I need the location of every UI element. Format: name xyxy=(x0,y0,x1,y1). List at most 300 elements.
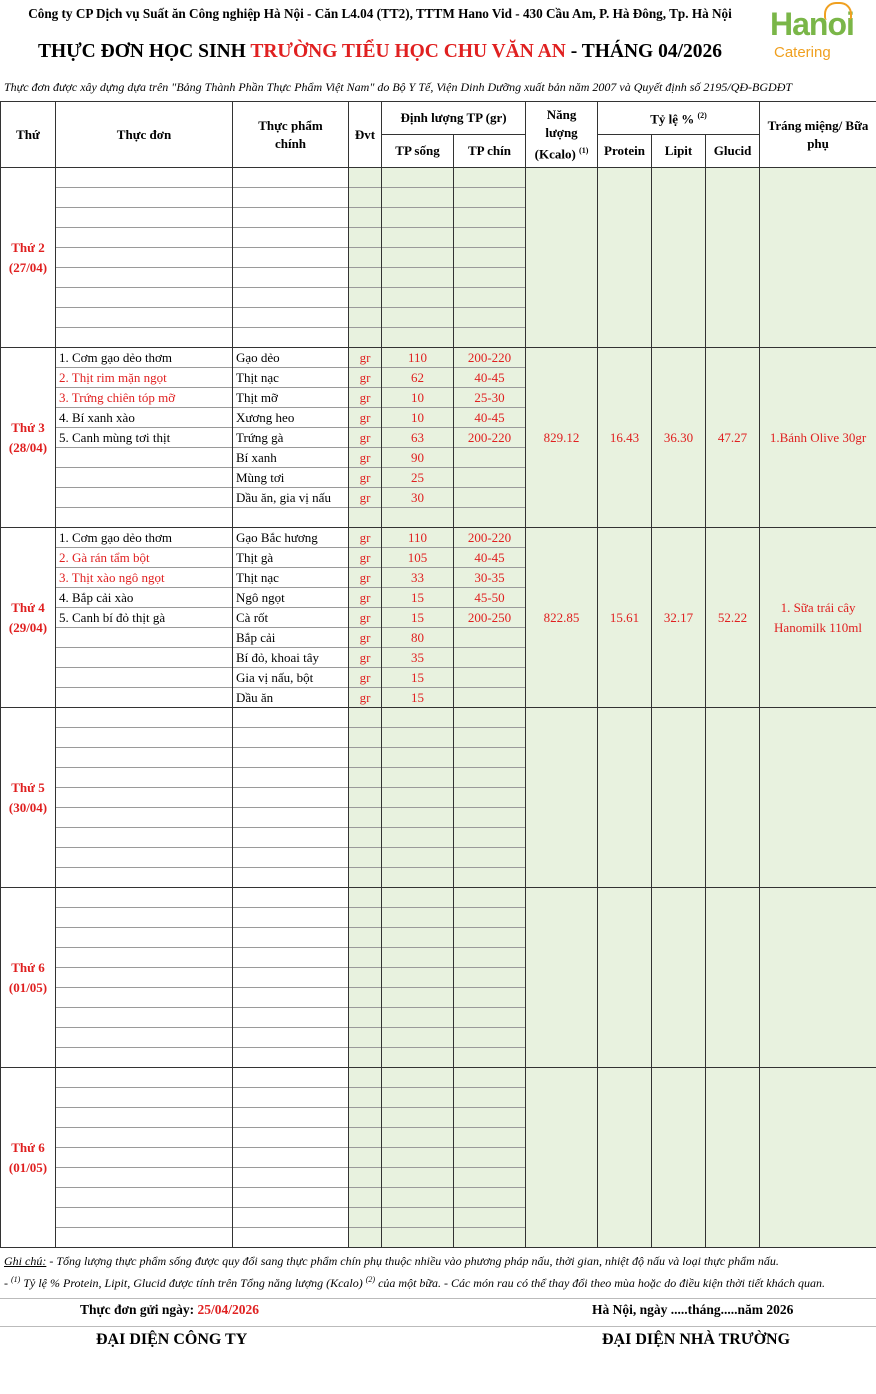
ingredient-raw: 15 xyxy=(382,588,453,608)
ingredient-unit: gr xyxy=(349,428,381,448)
ingredient-name xyxy=(233,188,348,208)
ingredient-name xyxy=(233,708,348,728)
menu-body xyxy=(1,168,876,1248)
col-tp-song: TP sống xyxy=(382,135,454,168)
ingredient-raw xyxy=(382,908,453,928)
ingredient-raw xyxy=(382,788,453,808)
place-date: Hà Nội, ngày .....tháng.....năm 2026 xyxy=(592,1302,794,1317)
ingredient-cell xyxy=(233,348,349,528)
ingredient-cooked xyxy=(454,1148,525,1168)
day-name: Thứ 2 xyxy=(11,239,45,255)
lipit-value xyxy=(652,1068,706,1248)
dish-item xyxy=(56,888,232,908)
ingredient-unit xyxy=(349,1228,381,1247)
ingredient-name: Gia vị nấu, bột xyxy=(233,668,348,688)
ingredient-cooked xyxy=(454,1068,525,1088)
ingredient-raw xyxy=(382,188,453,208)
unit-cell xyxy=(349,528,382,708)
ingredient-cooked xyxy=(454,468,525,488)
day-date: (30/04) xyxy=(8,799,48,815)
ingredient-name xyxy=(233,228,348,248)
dish-item xyxy=(56,808,232,828)
ingredient-cooked: 200-250 xyxy=(454,608,525,628)
ingredient-unit xyxy=(349,1048,381,1067)
ingredient-unit xyxy=(349,308,381,328)
ingredient-raw xyxy=(382,208,453,228)
ingredient-raw: 110 xyxy=(382,348,453,368)
ingredient-name xyxy=(233,768,348,788)
ingredient-unit xyxy=(349,1208,381,1228)
col-glucid: Glucid xyxy=(706,135,760,168)
day-block xyxy=(1,348,876,528)
ingredient-unit xyxy=(349,988,381,1008)
ingredient-raw: 105 xyxy=(382,548,453,568)
ingredient-unit xyxy=(349,708,381,728)
title-prefix: THỰC ĐƠN HỌC SINH xyxy=(37,41,251,62)
ingredient-cooked xyxy=(454,708,525,728)
ingredient-unit: gr xyxy=(349,348,381,368)
lipit-value xyxy=(652,708,706,888)
dish-item xyxy=(56,1028,232,1048)
ingredient-unit xyxy=(349,288,381,308)
dish-item xyxy=(56,688,232,707)
ingredient-name: Cà rốt xyxy=(233,608,348,628)
ingredient-raw xyxy=(382,268,453,288)
day-block xyxy=(1,708,876,888)
unit-cell xyxy=(349,168,382,348)
ingredient-cooked: 40-45 xyxy=(454,368,525,388)
ingredient-raw xyxy=(382,808,453,828)
dish-cell xyxy=(56,708,233,888)
ingredient-name xyxy=(233,1128,348,1148)
raw-cell xyxy=(382,168,454,348)
footnote-1 xyxy=(4,1254,876,1269)
dish-item: 4. Bí xanh xào xyxy=(56,408,232,428)
ingredient-unit xyxy=(349,928,381,948)
ingredient-cooked xyxy=(454,488,525,508)
day-label-cell xyxy=(1,708,56,888)
glucid-value xyxy=(706,708,760,888)
ingredient-raw: 15 xyxy=(411,690,424,705)
ingredient-name xyxy=(233,988,348,1008)
ingredient-unit xyxy=(349,1148,381,1168)
col-nang-luong xyxy=(526,102,598,168)
ingredient-cell xyxy=(233,528,349,708)
dish-cell xyxy=(56,528,233,708)
dessert-value xyxy=(760,708,876,888)
ingredient-cooked xyxy=(454,848,525,868)
ingredient-cooked xyxy=(454,888,525,908)
ingredient-name: Gạo dẻo xyxy=(233,348,348,368)
ingredient-raw xyxy=(382,248,453,268)
ingredient-raw xyxy=(382,288,453,308)
day-date: (01/05) xyxy=(8,979,48,995)
ingredient-name: Dầu ăn, gia vị nấu xyxy=(233,488,348,508)
ingredient-raw: 35 xyxy=(382,648,453,668)
ingredient-unit: gr xyxy=(349,588,381,608)
ingredient-cell xyxy=(233,1068,349,1248)
dish-item xyxy=(56,1148,232,1168)
sign-company: ĐẠI DIỆN CÔNG TY xyxy=(96,1331,248,1348)
ingredient-raw: 30 xyxy=(382,488,453,508)
ingredient-cooked xyxy=(454,1188,525,1208)
ingredient-cooked xyxy=(454,188,525,208)
ingredient-unit xyxy=(349,948,381,968)
ingredient-raw xyxy=(382,1048,453,1067)
send-date-line xyxy=(0,1298,876,1321)
dish-item: 2. Gà rán tẩm bột xyxy=(56,548,232,568)
day-label-cell xyxy=(1,528,56,708)
ingredient-raw xyxy=(382,1008,453,1028)
ingredient-name xyxy=(233,868,348,887)
ingredient-unit xyxy=(349,968,381,988)
day-label-cell xyxy=(1,888,56,1068)
ingredient-name: Thịt mỡ xyxy=(233,388,348,408)
title-suffix: - THÁNG 04/2026 xyxy=(565,41,723,62)
ingredient-unit xyxy=(349,808,381,828)
dish-item xyxy=(56,988,232,1008)
dish-cell xyxy=(56,168,233,348)
cooked-cell xyxy=(454,708,526,888)
dish-item xyxy=(56,848,232,868)
note-2-a: - xyxy=(4,1276,11,1290)
ingredient-raw: 10 xyxy=(382,388,453,408)
ingredient-unit xyxy=(349,1028,381,1048)
day-block xyxy=(1,888,876,1068)
ingredient-raw xyxy=(382,328,453,347)
ingredient-unit: gr xyxy=(349,448,381,468)
ingredient-unit: gr xyxy=(349,528,381,548)
col-ty-le-label: Tỷ lệ % xyxy=(650,111,695,127)
protein-value xyxy=(598,888,652,1068)
dish-item xyxy=(56,788,232,808)
ingredient-name xyxy=(233,848,348,868)
ingredient-raw xyxy=(382,748,453,768)
ingredient-raw xyxy=(382,1028,453,1048)
ingredient-name xyxy=(233,888,348,908)
day-name: Thứ 4 xyxy=(11,599,45,615)
ingredient-name xyxy=(233,1088,348,1108)
ingredient-unit xyxy=(349,328,381,347)
sign-school: ĐẠI DIỆN NHÀ TRƯỜNG xyxy=(602,1331,791,1348)
dish-item xyxy=(56,1008,232,1028)
ingredient-unit xyxy=(349,188,381,208)
ingredient-raw xyxy=(382,768,453,788)
day-date: (28/04) xyxy=(8,439,48,455)
ingredient-raw: 33 xyxy=(382,568,453,588)
ingredient-cooked xyxy=(454,208,525,228)
ingredient-name xyxy=(233,828,348,848)
dish-item xyxy=(56,728,232,748)
col-ty-le xyxy=(598,102,760,135)
ingredient-raw xyxy=(382,1228,453,1247)
send-info xyxy=(80,1299,259,1321)
protein-value xyxy=(598,708,652,888)
ingredient-unit xyxy=(349,508,381,527)
logo-sub-text: Catering xyxy=(774,44,831,61)
note-2-sup-2: (2) xyxy=(365,1275,376,1284)
glucid-value xyxy=(706,888,760,1068)
ingredient-cooked xyxy=(454,308,525,328)
dish-item xyxy=(56,908,232,928)
ingredient-raw xyxy=(382,1108,453,1128)
ingredient-raw xyxy=(382,988,453,1008)
col-dvt: Đvt xyxy=(349,102,382,168)
lipit-value: 36.30 xyxy=(652,348,706,528)
ingredient-raw xyxy=(382,508,453,527)
day-name: Thứ 5 xyxy=(11,779,45,795)
dish-item xyxy=(56,868,232,887)
dish-item xyxy=(56,1168,232,1188)
raw-cell xyxy=(382,708,454,888)
subtitle: Thực đơn được xây dựng dựa trên "Bảng Thành Phần Thực Phẩm Việt Nam" do Bộ Y Tế, Viện Dinh Dưỡng xuất bản năm 2007 và Quyết định số 2195/QĐ-BGDĐT xyxy=(4,80,793,94)
day-block xyxy=(1,1068,876,1248)
ingredient-raw xyxy=(382,1168,453,1188)
dish-item xyxy=(56,708,232,728)
company-header: Công ty CP Dịch vụ Suất ăn Công nghiệp Hà Nội - Căn L4.04 (TT2), TTTM Hano Vid - 430 Cầu Am, P. Hà Đông, Tp. Hà Nội xyxy=(28,6,732,21)
day-block xyxy=(1,168,876,348)
ingredient-cooked: 45-50 xyxy=(454,588,525,608)
ingredient-unit: gr xyxy=(359,690,371,705)
day-label-cell xyxy=(1,348,56,528)
ingredient-unit xyxy=(349,788,381,808)
ingredient-unit xyxy=(349,1168,381,1188)
note-1-text: - Tổng lượng thực phẩm sống được quy đổi sang thực phẩm chín phụ thuộc nhiều vào phương pháp nấu, thời gian, nhiệt độ nấu và loại thực phẩm nấu. xyxy=(46,1254,779,1268)
ingredient-cooked xyxy=(454,1168,525,1188)
dish-cell xyxy=(56,348,233,528)
ingredient-name xyxy=(233,808,348,828)
ingredient-cooked xyxy=(454,908,525,928)
ingredient-cooked xyxy=(454,1108,525,1128)
day-date: (27/04) xyxy=(8,259,48,275)
ingredient-cooked: 25-30 xyxy=(454,388,525,408)
dish-item xyxy=(56,1188,232,1208)
ingredient-raw xyxy=(382,728,453,748)
ingredient-cooked xyxy=(454,868,525,887)
ingredient-cooked xyxy=(454,948,525,968)
menu-table xyxy=(0,101,876,1248)
dish-item xyxy=(56,228,232,248)
dish-item xyxy=(56,1208,232,1228)
ingredient-name xyxy=(233,908,348,928)
dish-item: 2. Thịt rim mặn ngọt xyxy=(56,368,232,388)
unit-cell xyxy=(349,1068,382,1248)
ingredient-cooked xyxy=(454,648,525,668)
ingredient-name xyxy=(233,1048,348,1067)
ingredient-unit: gr xyxy=(349,408,381,428)
ingredient-unit: gr xyxy=(349,468,381,488)
ingredient-cell xyxy=(233,168,349,348)
ingredient-unit xyxy=(349,1108,381,1128)
dish-item: 3. Trứng chiên tóp mỡ xyxy=(56,388,232,408)
ingredient-raw xyxy=(382,708,453,728)
ingredient-name xyxy=(233,1068,348,1088)
dish-item xyxy=(56,768,232,788)
glucid-value: 47.27 xyxy=(706,348,760,528)
ingredient-name xyxy=(233,1148,348,1168)
day-date: (01/05) xyxy=(8,1159,48,1175)
ingredient-name xyxy=(233,268,348,288)
send-label: Thực đơn gửi ngày: xyxy=(80,1302,198,1317)
ingredient-cooked: 40-45 xyxy=(454,408,525,428)
ingredient-name xyxy=(233,308,348,328)
col-nang-luong-sup: (1) xyxy=(579,145,589,155)
col-nang-luong-label: Năng lượng (Kcalo) xyxy=(534,106,578,162)
dish-item xyxy=(56,448,232,468)
note-2-b: Tỷ lệ % Protein, Lipit, Glucid được tính trên Tổng năng lượng (Kcalo) xyxy=(20,1276,366,1290)
ingredient-raw: 15 xyxy=(382,668,453,688)
dish-item xyxy=(56,168,232,188)
dish-item xyxy=(56,1048,232,1067)
day-label-cell xyxy=(1,1068,56,1248)
ingredient-cooked xyxy=(454,1128,525,1148)
protein-value xyxy=(598,168,652,348)
energy-value xyxy=(526,1068,598,1248)
dessert-value xyxy=(760,168,876,348)
signature-line xyxy=(0,1326,876,1353)
ingredient-unit: gr xyxy=(349,388,381,408)
dish-item xyxy=(56,1128,232,1148)
energy-value xyxy=(526,888,598,1068)
col-protein: Protein xyxy=(598,135,652,168)
ingredient-cooked: 40-45 xyxy=(454,548,525,568)
raw-cell xyxy=(382,528,454,708)
dish-item xyxy=(56,488,232,508)
ingredient-raw xyxy=(382,928,453,948)
cooked-cell xyxy=(454,168,526,348)
ingredient-unit xyxy=(349,888,381,908)
cooked-cell xyxy=(454,888,526,1068)
ingredient-unit xyxy=(349,848,381,868)
dish-item xyxy=(56,648,232,668)
chef-hat-icon xyxy=(824,2,852,20)
ingredient-name xyxy=(233,288,348,308)
cooked-cell xyxy=(454,528,526,708)
glucid-value xyxy=(706,1068,760,1248)
ingredient-name: Trứng gà xyxy=(233,428,348,448)
ingredient-cooked xyxy=(454,748,525,768)
title-school: TRƯỜNG TIỂU HỌC CHU VĂN AN xyxy=(250,41,566,62)
raw-cell xyxy=(382,348,454,528)
cooked-cell xyxy=(454,1068,526,1248)
dish-item xyxy=(56,508,232,527)
ingredient-cooked xyxy=(454,288,525,308)
dish-cell xyxy=(56,888,233,1068)
note-2-sup-1: (1) xyxy=(11,1275,21,1284)
unit-cell xyxy=(349,348,382,528)
raw-cell xyxy=(382,888,454,1068)
dish-item: 5. Canh mùng tơi thịt xyxy=(56,428,232,448)
ingredient-name xyxy=(233,1208,348,1228)
ingredient-raw xyxy=(382,1208,453,1228)
protein-value xyxy=(598,1068,652,1248)
ingredient-raw: 90 xyxy=(382,448,453,468)
ingredient-cooked xyxy=(454,928,525,948)
ingredient-raw xyxy=(382,1068,453,1088)
dish-item xyxy=(56,468,232,488)
ingredient-raw: 63 xyxy=(382,428,453,448)
ingredient-name: Thịt gà xyxy=(233,548,348,568)
energy-value xyxy=(526,708,598,888)
day-label-cell xyxy=(1,168,56,348)
col-dinh-luong: Định lượng TP (gr) xyxy=(382,102,526,135)
ingredient-unit: gr xyxy=(349,488,381,508)
ingredient-raw xyxy=(382,848,453,868)
protein-value: 15.61 xyxy=(598,528,652,708)
ingredient-unit xyxy=(349,1068,381,1088)
ingredient-name xyxy=(233,1008,348,1028)
energy-value: 829.12 xyxy=(526,348,598,528)
dish-item xyxy=(56,288,232,308)
col-ty-le-sup: (2) xyxy=(697,111,707,121)
ingredient-name xyxy=(233,508,348,527)
ingredient-name xyxy=(233,208,348,228)
dish-item xyxy=(56,1088,232,1108)
dish-item xyxy=(56,1228,232,1247)
ingredient-name xyxy=(233,1228,348,1247)
day-name: Thứ 6 xyxy=(11,1139,45,1155)
ingredient-name xyxy=(233,1188,348,1208)
ingredient-name: Bí đỏ, khoai tây xyxy=(233,648,348,668)
ingredient-raw: 110 xyxy=(382,528,453,548)
dish-item: 5. Canh bí đỏ thịt gà xyxy=(56,608,232,628)
ingredient-name xyxy=(233,248,348,268)
ingredient-raw xyxy=(382,1128,453,1148)
ingredient-raw xyxy=(382,1188,453,1208)
company-logo xyxy=(760,2,872,72)
ingredient-cooked xyxy=(454,268,525,288)
dessert-value xyxy=(760,1068,876,1248)
ingredient-cooked xyxy=(454,1028,525,1048)
ingredient-cell xyxy=(233,708,349,888)
dish-cell xyxy=(56,1068,233,1248)
ingredient-cooked: 30-35 xyxy=(454,568,525,588)
dessert-value: 1.Bánh Olive 30gr xyxy=(760,348,876,528)
col-thuc-pham: Thực phẩm chính xyxy=(233,102,349,168)
ingredient-name xyxy=(233,748,348,768)
ingredient-cooked xyxy=(454,668,525,688)
dish-item xyxy=(56,1108,232,1128)
col-trang-mieng: Tráng miệng/ Bữa phụ xyxy=(760,102,876,168)
ingredient-raw xyxy=(382,868,453,887)
ingredient-unit xyxy=(349,728,381,748)
send-date: 25/04/2026 xyxy=(197,1302,259,1317)
ingredient-name: Dầu ăn xyxy=(236,690,274,705)
ingredient-raw xyxy=(382,828,453,848)
ingredient-cooked xyxy=(454,228,525,248)
ingredient-unit: gr xyxy=(349,368,381,388)
ingredient-unit: gr xyxy=(349,568,381,588)
unit-cell xyxy=(349,888,382,1068)
footnote-2 xyxy=(4,1275,876,1291)
dish-item xyxy=(56,748,232,768)
ingredient-raw xyxy=(382,888,453,908)
ingredient-name: Xương heo xyxy=(233,408,348,428)
ingredient-cooked xyxy=(454,828,525,848)
ingredient-name xyxy=(233,1168,348,1188)
lipit-value xyxy=(652,888,706,1068)
ingredient-unit xyxy=(349,908,381,928)
ingredient-name: Thịt nạc xyxy=(233,568,348,588)
dish-item xyxy=(56,308,232,328)
ingredient-unit: gr xyxy=(349,648,381,668)
ingredient-name xyxy=(233,928,348,948)
ingredient-cooked xyxy=(454,968,525,988)
ingredient-cooked xyxy=(454,328,525,347)
ingredient-name xyxy=(233,968,348,988)
ingredient-cooked xyxy=(454,168,525,188)
glucid-value: 52.22 xyxy=(706,528,760,708)
